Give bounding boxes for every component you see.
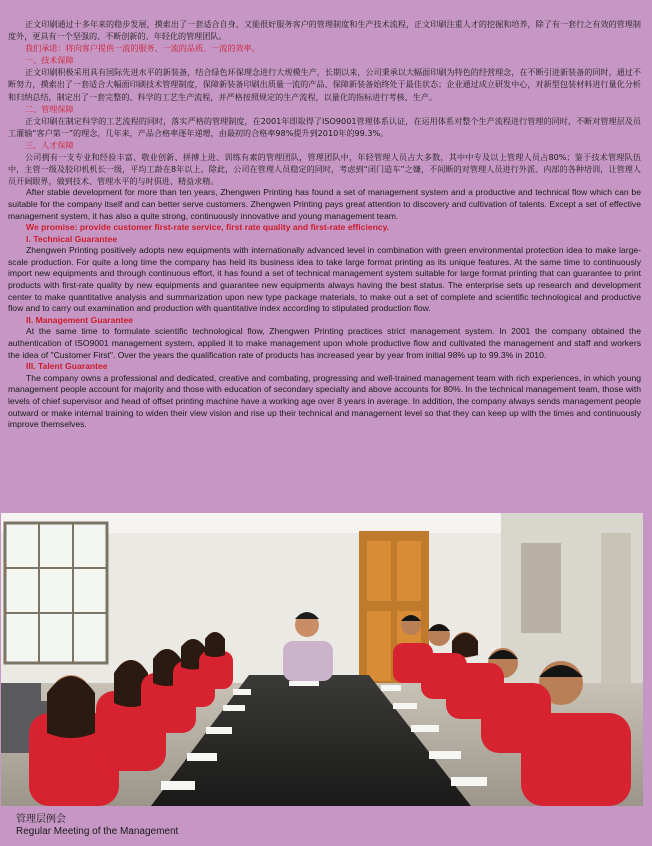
- zh-paragraph-technical: 正文印刷积极采用具有国际先进水平的新装备，结合绿色环保理念进行大规模生产，长期以来，公司秉承以大幅面印刷为特色的经营理念，在不断引进新装备的同时，通过不断努力，摸索出了一套适合大幅面印刷技术管理制度，保障新装备印刷出质量一流的产品、保障新装备始终处于最佳状态；企业通过成立研发中心，对新型包装材料进行量化分析和归纳总结，制定出了一套完整的、科学的工艺生产流程，并严格按照规定的生产流程，以量化的指标进行考核、生产。: [8, 67, 641, 102]
- en-heading-talent: III. Talent Guarantee: [26, 361, 108, 372]
- en-heading-management: II. Management Guarantee: [26, 314, 134, 325]
- english-section: [8, 187, 641, 430]
- zh-heading-management: 二、管理保障: [25, 103, 74, 114]
- zh-paragraph-talent: 公司拥有一支专业和经验丰富、敬业创新、拼搏上进、训练有素的管理团队，管理团队中，年轻管理人员占大多数，其中中专及以上管理人员占80%；鉴于技术管理队伍中，主管一级及胶印机机长一级，平均工龄在8年以上。除此，公司在管理人员稳定的同时，考虑到“闭门造车”之嫌，不间断的对管理人员进行外派、内部的各种培训，让管理人员开阔眼界，做到技术、管理水平的与时俱进、精益求精。: [8, 152, 641, 187]
- en-paragraph-technical: Zhengwen Printing positively adopts new equipments with internationally advanced level in combination with green environmental protection idea to make large-scale production. For quite a long time the company has held its business idea to take large format printing as its unique features. At the same time to continuously import new equipments and through continuous effort, it has found a set of technical management system suitable for large format printing that can guarantee to print products with first-rate quality by new equipments and guarantee new equipments always having the best status. The enterprise sets up research and development center to make quantitative analysis and summarization upon new type package materials, to make out a set of complete and scientific technological and productive flow and to carry out examination and production with quantitative index according to stipulated production flow.: [8, 245, 641, 314]
- zh-intro: 正文印刷通过十多年来的稳步发展，摸索出了一套适合自身、又能很好服务客户的管理制度和生产技术流程，正文印刷注重人才的挖掘和培养，除了有一套行之有效的管理制度外，更具有一个坚强的、不断创新的、年轻化的管理团队。: [8, 19, 641, 42]
- zh-heading-technical: 一、技术保障: [25, 55, 74, 66]
- photo-caption-chinese: 管理层例会: [16, 814, 66, 825]
- article-text: [8, 18, 641, 431]
- photo-caption-english: Regular Meeting of the Management: [16, 826, 179, 837]
- zh-heading-talent: 三、人才保障: [25, 139, 74, 150]
- zh-promise: 我们承诺：将向客户提供一流的服务、一流的品质、一流的效率。: [25, 43, 260, 54]
- meeting-photo: [1, 513, 643, 806]
- en-paragraph-management: At the same time to formulate scientific technological flow, Zhengwen Printing practices strict management system. In 2001 the company obtained the authentication of ISO9001 management system, applied it to make management upon whole productive flow and cultivated the management and staff and workers the idea of "Customer First". Over the years the qualification rate of products has increased year by year from initial 98% up to 99.3% in 2010.: [8, 326, 641, 360]
- en-intro: After stable development for more than ten years, Zhengwen Printing has found a set of management system and a productive and technical flow which can be suitable for the company itself and can better serve customers. Zhengwen Printing pays great attention to discovery and cultivation of talents. Except a set of effective management system, it has also a quite strong, continuously innovative and young management team.: [8, 187, 641, 221]
- chinese-section: [8, 18, 641, 187]
- en-heading-technical: I. Technical Guarantee: [26, 233, 118, 244]
- en-promise: We promise: provide customer first-rate service, first rate quality and first-rate efficiency.: [26, 222, 390, 233]
- en-paragraph-talent: The company owns a professional and dedicated, creative and combating, progressing and well-trained management team with rich experiences, in which young management people account for majority and those with education of secondary specialty and above accounts for 80%. In the technical management team, those with levels of chief supervisor and head of offset printing machine have a working age over 8 years in average. In addition, the company always sends management people outward or make internal training to widen their view vision and rise up their technical and management level so that they can keep up with the times and continuously improve themselves.: [8, 372, 641, 430]
- window-left: [5, 523, 107, 663]
- zh-paragraph-management: 正文印刷在制定科学的工艺流程的同时，落实严格的管理制度，在2001年即取得了ISO9001管理体系认证，在运用体系对整个生产流程进行管理的同时，不断对管理层及员工灌输“客户第一”的理念，几年来，产品合格率逐年递增，由最初的合格率98%提升到2010年的99.3%。: [8, 115, 641, 138]
